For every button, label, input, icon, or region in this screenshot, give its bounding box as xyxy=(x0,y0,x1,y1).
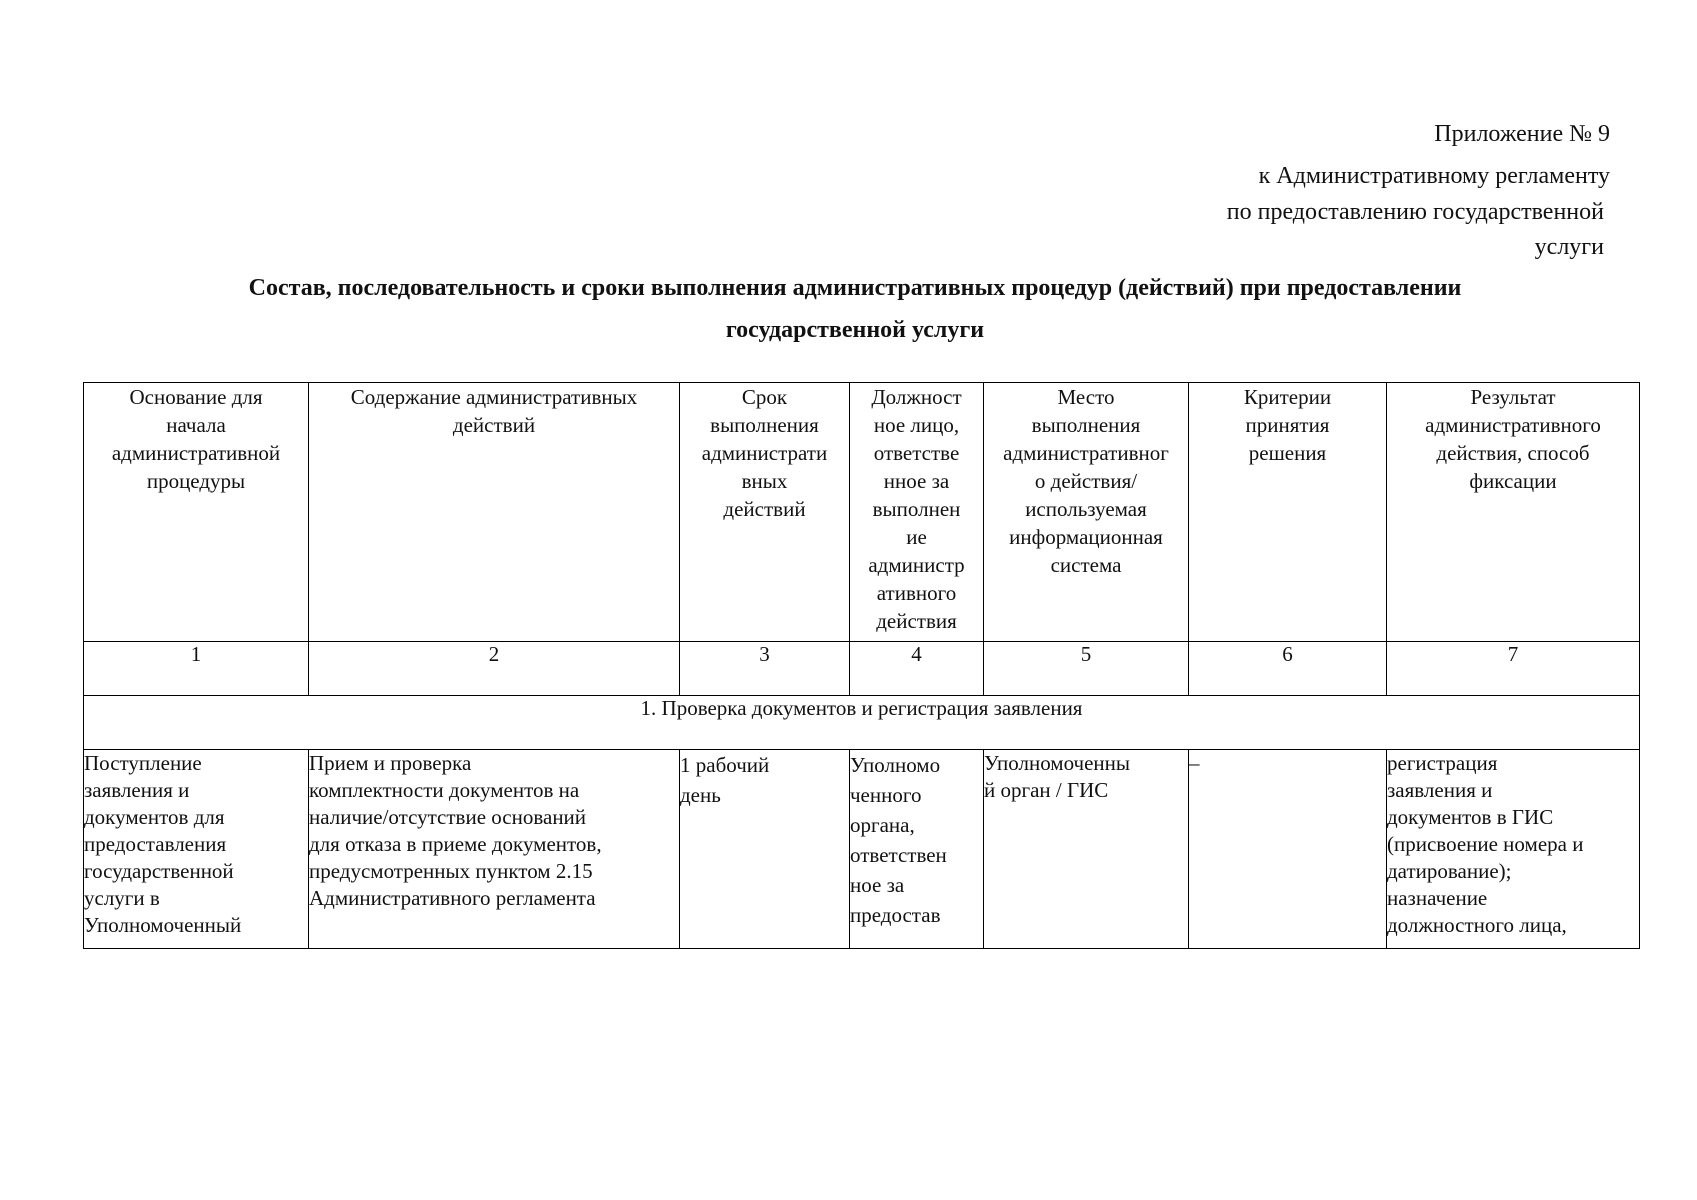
column-number: 2 xyxy=(309,642,680,696)
cell-official xyxy=(850,750,984,949)
cell-line: услуги в xyxy=(84,886,160,910)
cell-line: ное лицо, xyxy=(873,413,960,437)
cell-line: Срок xyxy=(741,385,788,409)
cell-line: действий xyxy=(723,497,806,521)
cell-line: 1 рабочий xyxy=(680,753,770,777)
column-number: 6 xyxy=(1189,642,1387,696)
header-cell xyxy=(1387,383,1640,642)
cell-line: ие xyxy=(906,525,927,549)
cell-line: Место xyxy=(1057,385,1115,409)
appendix-line: услуги xyxy=(1534,234,1604,260)
cell-line: начала xyxy=(166,413,226,437)
cell-line: ответствен xyxy=(850,843,947,867)
column-number: 1 xyxy=(84,642,309,696)
column-number: 3 xyxy=(680,642,850,696)
header-cell xyxy=(850,383,984,642)
cell-line: система xyxy=(1050,553,1122,577)
cell-line: выполнен xyxy=(872,497,961,521)
column-number: 7 xyxy=(1387,642,1640,696)
header-cell xyxy=(680,383,850,642)
cell-line: Результат xyxy=(1470,385,1556,409)
cell-result xyxy=(1387,750,1640,949)
cell-line: Содержание административных xyxy=(350,385,638,409)
cell-line: принятия xyxy=(1245,413,1330,437)
cell-line: назначение xyxy=(1387,886,1488,910)
cell-line: наличие/отсутствие оснований xyxy=(309,805,587,829)
appendix-line: по предоставлению государственной xyxy=(1226,199,1604,225)
column-number-row xyxy=(84,642,1640,696)
cell-line: используемая xyxy=(1025,497,1147,521)
cell-line: информационная xyxy=(1009,525,1163,549)
cell-line: действий xyxy=(452,413,536,437)
cell-line: предостав xyxy=(850,903,941,927)
cell-line: действия, способ xyxy=(1436,441,1590,465)
header-row xyxy=(84,383,1640,642)
appendix-number: Приложение № 9 xyxy=(1434,121,1610,147)
cell-line: администрати xyxy=(701,441,828,465)
cell-term xyxy=(680,750,850,949)
cell-line: администр xyxy=(868,553,965,577)
cell-line: Основание для xyxy=(129,385,263,409)
column-number: 5 xyxy=(984,642,1189,696)
cell-line: документов для xyxy=(84,805,225,829)
cell-line: датирование); xyxy=(1387,859,1512,883)
section-title: 1. Проверка документов и регистрация заявления xyxy=(84,696,1640,750)
cell-line: ченного xyxy=(850,783,922,807)
cell-line: выполнения xyxy=(1031,413,1141,437)
cell-line: органа, xyxy=(850,813,915,837)
cell-line: государственной xyxy=(84,859,234,883)
cell-line: должностного лица, xyxy=(1387,913,1567,937)
appendix-reference xyxy=(1227,116,1610,264)
cell-line: заявления и xyxy=(1387,778,1493,802)
cell-line: Уполномо xyxy=(850,753,941,777)
cell-line: Критерии xyxy=(1243,385,1332,409)
cell-line: административной xyxy=(111,441,281,465)
cell-line: заявления и xyxy=(84,778,190,802)
cell-line: Административного регламента xyxy=(309,886,596,910)
cell-line: ативного xyxy=(876,581,957,605)
cell-line: й орган / ГИС xyxy=(984,778,1109,802)
cell-line: Поступление xyxy=(84,751,202,775)
cell-line: документов в ГИС xyxy=(1387,805,1554,829)
section-row xyxy=(84,696,1640,750)
header-cell xyxy=(984,383,1189,642)
cell-line: предоставления xyxy=(84,832,227,856)
cell-line: вных xyxy=(741,469,788,493)
cell-line: (присвоение номера и xyxy=(1387,832,1584,856)
procedures-table xyxy=(83,382,1640,949)
cell-line: Должност xyxy=(871,385,962,409)
cell-line: о действия/ xyxy=(1034,469,1138,493)
cell-line: день xyxy=(680,783,721,807)
table-row xyxy=(84,750,1640,949)
cell-place xyxy=(984,750,1189,949)
cell-line: административного xyxy=(1425,413,1601,437)
cell-content xyxy=(309,750,680,949)
cell-basis xyxy=(84,750,309,949)
cell-line: предусмотренных пунктом 2.15 xyxy=(309,859,593,883)
cell-line: – xyxy=(1189,751,1200,775)
cell-line: решения xyxy=(1248,441,1327,465)
cell-line: ответстве xyxy=(873,441,960,465)
cell-line: регистрация xyxy=(1387,751,1498,775)
cell-line: Уполномоченны xyxy=(984,751,1131,775)
cell-line: ное за xyxy=(850,873,905,897)
header-cell xyxy=(309,383,680,642)
cell-line: комплектности документов на xyxy=(309,778,580,802)
cell-line: для отказа в приеме документов, xyxy=(309,832,602,856)
cell-line: действия xyxy=(876,609,957,633)
title-line: государственной услуги xyxy=(725,317,985,343)
cell-line: Уполномоченный xyxy=(84,913,242,937)
cell-line: административног xyxy=(1003,441,1169,465)
cell-line: Прием и проверка xyxy=(309,751,472,775)
column-number: 4 xyxy=(850,642,984,696)
title-line: Состав, последовательность и сроки выполнения административных процедур (действий) при предоставлении xyxy=(248,275,1462,301)
cell-line: выполнения xyxy=(710,413,819,437)
header-cell xyxy=(1189,383,1387,642)
cell-line: нное за xyxy=(883,469,950,493)
cell-line: фиксации xyxy=(1469,469,1557,493)
appendix-line: к Административному регламенту xyxy=(1258,163,1610,189)
document-title xyxy=(140,267,1570,351)
header-cell xyxy=(84,383,309,642)
cell-criteria xyxy=(1189,750,1387,949)
cell-line: процедуры xyxy=(146,469,246,493)
